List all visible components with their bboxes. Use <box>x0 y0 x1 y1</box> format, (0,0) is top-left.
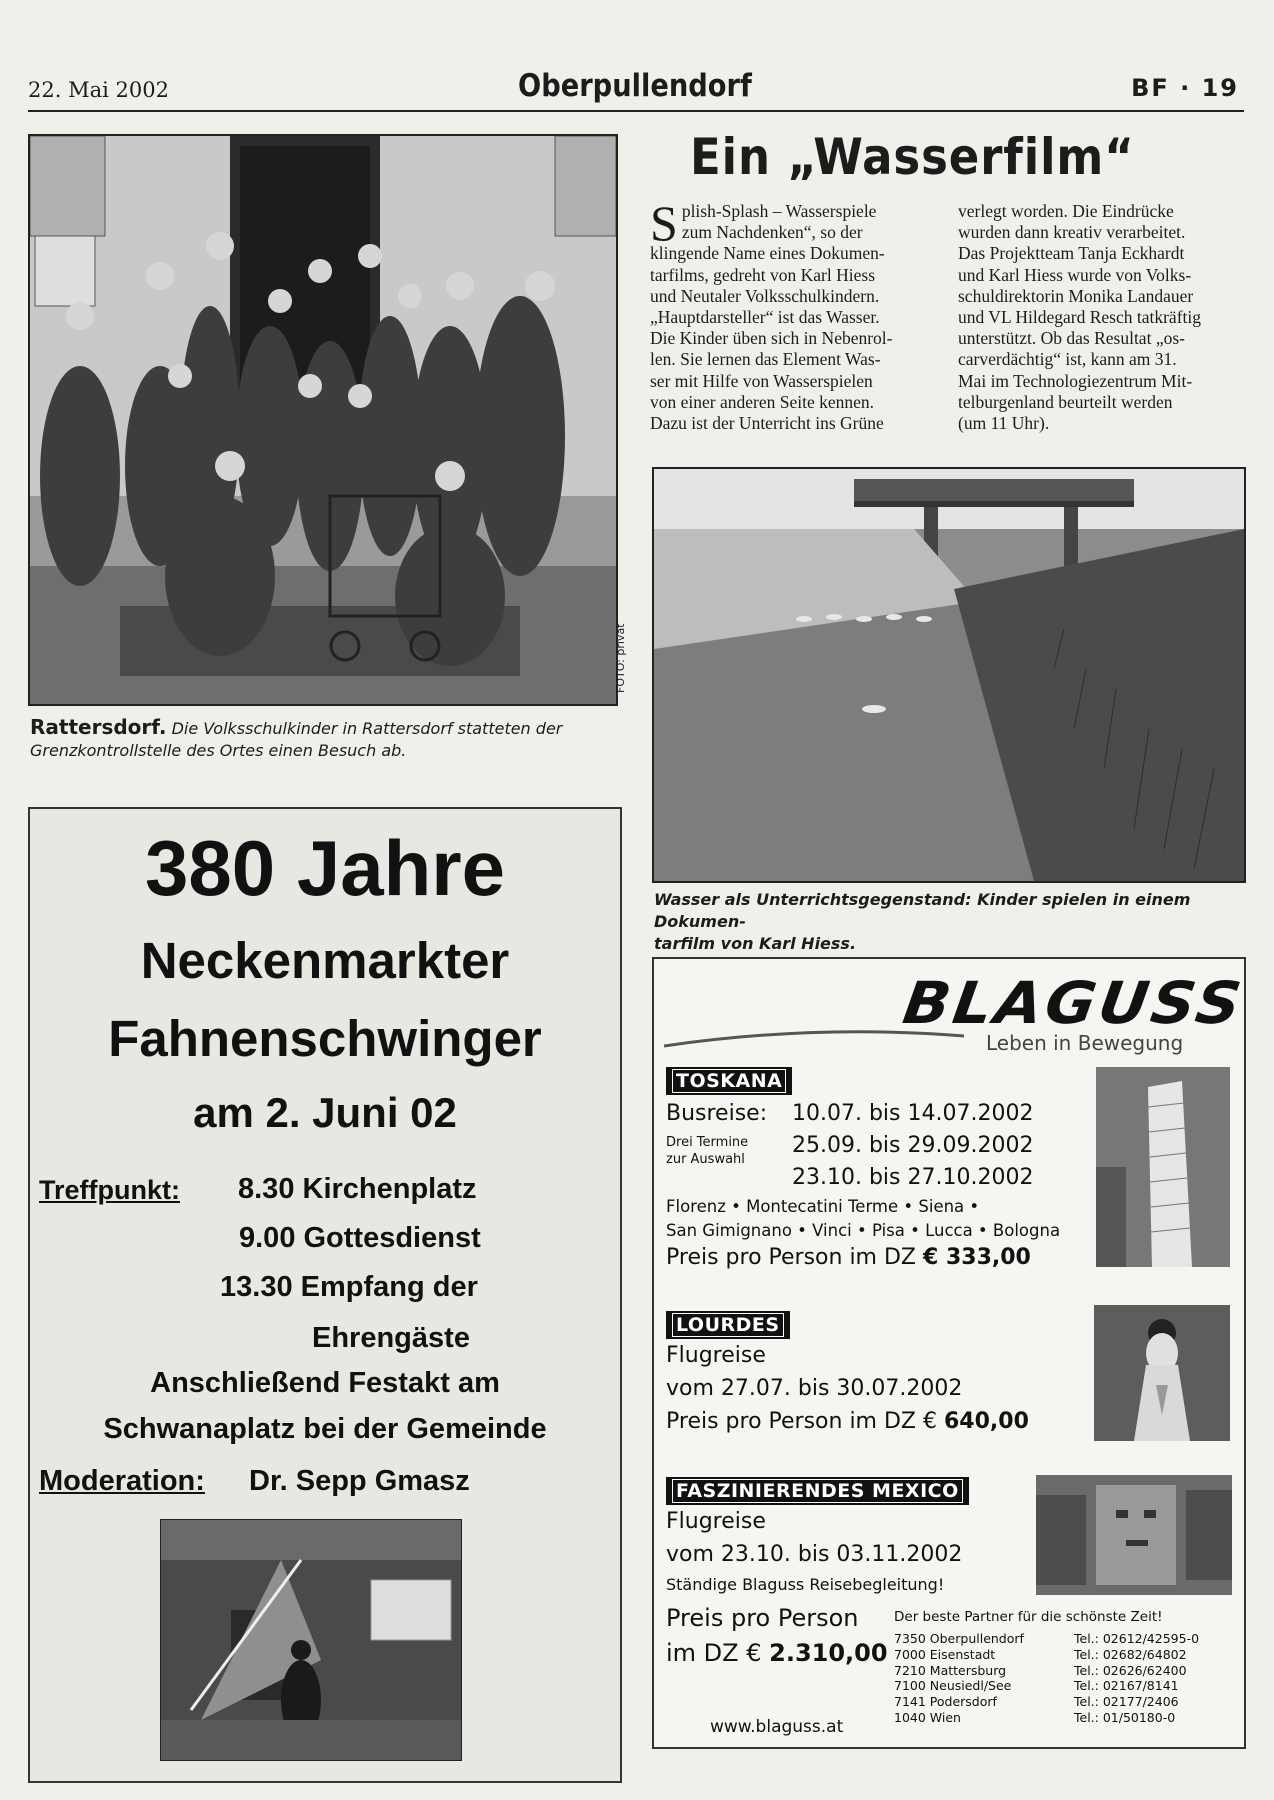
article-col1-line: „Hauptdarsteller“ ist das Wasser. <box>650 307 880 328</box>
partner-slogan: Der beste Partner für die schönste Zeit! <box>894 1609 1163 1625</box>
caption-text: Die Volksschulkinder in Rattersdorf statteten der Grenzkontrollstelle des Ortes einen Besuch ab. <box>30 719 563 760</box>
article-col1-line: plish-Splash – Wasserspiele <box>681 201 877 221</box>
office-city: 1040 Wien <box>894 1709 961 1725</box>
poster-title-years: 380 Jahre <box>145 824 505 912</box>
article-col1-line: und Neutaler Volksschulkindern. <box>650 285 880 306</box>
article-col2-line: Mai im Technologiezentrum Mit- <box>958 370 1193 391</box>
issue-date: 22. Mai 2002 <box>28 78 169 102</box>
toskana-date-3: 23.10. bis 27.10.2002 <box>792 1165 1034 1190</box>
mexico-note: Ständige Blaguss Reisebegleitung! <box>666 1575 945 1594</box>
article-dropcap: S <box>650 195 678 251</box>
water-photo <box>652 467 1246 883</box>
article-col1-line: ser mit Hilfe von Wasserspielen <box>650 370 873 391</box>
blaguss-travel-ad <box>652 957 1249 1749</box>
office-phones <box>1074 1631 1199 1726</box>
lourdes-type: Flugreise <box>666 1343 766 1368</box>
header-rule <box>28 110 1244 112</box>
toskana-termine-note-1: Drei Termine <box>666 1135 749 1150</box>
office-cities <box>894 1631 1024 1726</box>
office-phone: Tel.: 02682/64802 <box>1074 1646 1187 1662</box>
poster-title-group: Fahnenschwinger <box>108 1010 542 1067</box>
article-col2-line: carverdächtig“ ist, kann am 31. <box>958 349 1177 370</box>
treffpunkt-label: Treffpunkt: <box>39 1175 180 1205</box>
article-headline: Ein „Wasserfilm“ <box>690 128 1135 186</box>
photo-caption-rattersdorf <box>30 716 620 762</box>
flag-swinger-photo <box>160 1519 462 1761</box>
office-city: 7350 Oberpullendorf <box>894 1631 1024 1646</box>
toskana-tag: TOSKANA <box>666 1067 792 1095</box>
moderator-name: Dr. Sepp Gmasz <box>249 1465 470 1497</box>
caption-place: Rattersdorf. <box>30 715 167 739</box>
article-col2-lines <box>958 201 1243 434</box>
water-photo-caption <box>654 889 1244 955</box>
toskana-date-1: 10.07. bis 14.07.2002 <box>792 1101 1034 1126</box>
website-link[interactable]: www.blaguss.at <box>710 1717 844 1737</box>
article-col1-line: Dazu ist der Unterricht ins Grüne <box>650 413 884 434</box>
office-phone: Tel.: 01/50180-0 <box>1074 1709 1176 1725</box>
lourdes-tag: LOURDES <box>666 1311 790 1339</box>
madonna-statue-photo <box>1094 1305 1230 1441</box>
article-column-1 <box>650 195 933 434</box>
moderation-label: Moderation: <box>39 1465 205 1497</box>
toskana-termine-note-2: zur Auswahl <box>666 1152 745 1167</box>
toskana-price-label: Preis pro Person im DZ € 333,00 <box>666 1245 1031 1270</box>
article-col2-line: (um 11 Uhr). <box>958 413 1050 434</box>
caption2-line2: tarfilm von Karl Hiess. <box>654 934 857 953</box>
lourdes-price-label: Preis pro Person im DZ € 640,00 <box>666 1409 1029 1434</box>
article-col1-line: klingende Name eines Dokumen- <box>650 243 885 264</box>
festival-poster-ad <box>28 807 622 1783</box>
poster-date: am 2. Juni 02 <box>193 1089 457 1136</box>
toskana-places-1: Florenz • Montecatini Terme • Siena • <box>666 1197 980 1216</box>
office-city: 7210 Mattersburg <box>894 1662 1007 1678</box>
article-col2-line: unterstützt. Ob das Resultat „os- <box>958 328 1185 349</box>
article-col2-line: verlegt worden. Die Eindrücke <box>958 201 1174 221</box>
article-column-2 <box>958 201 1243 434</box>
article-col1-line: len. Sie lernen das Element Was- <box>650 349 881 370</box>
section-title: Oberpullendorf <box>518 68 752 104</box>
article-col2-line: und VL Hildegard Resch tatkräftig <box>958 307 1201 328</box>
office-city: 7100 Neusiedl/See <box>894 1678 1012 1694</box>
schedule-item-1: 8.30 Kirchenplatz <box>238 1173 477 1205</box>
mexico-type: Flugreise <box>666 1509 766 1534</box>
group-photo <box>28 134 618 706</box>
office-phone: Tel.: 02177/2406 <box>1074 1694 1179 1710</box>
festakt-line-1: Anschließend Festakt am <box>150 1367 500 1399</box>
office-phone: Tel.: 02612/42595-0 <box>1074 1631 1200 1646</box>
blaguss-logo: BLAGUSS <box>898 969 1249 1037</box>
mexico-price-label-1: Preis pro Person <box>666 1604 859 1632</box>
aztec-stone-photo <box>1036 1475 1232 1595</box>
article-col2-line: Das Projektteam Tanja Eckhardt <box>958 243 1185 264</box>
article-col2-line: schuldirektorin Monika Landauer <box>958 285 1194 306</box>
pisa-tower-photo <box>1096 1067 1230 1267</box>
blaguss-slogan: Leben in Bewegung <box>986 1031 1184 1055</box>
mexico-tag: FASZINIERENDES MEXICO <box>666 1477 969 1505</box>
poster-title-town: Neckenmarkter <box>140 932 510 989</box>
mexico-price: 2.310,00 <box>769 1639 888 1667</box>
lourdes-dates: vom 27.07. bis 30.07.2002 <box>666 1376 963 1401</box>
article-col1-lines <box>650 195 933 434</box>
article-col2-line: telburgenland beurteilt werden <box>958 391 1173 412</box>
mexico-price-label-2: im DZ € 2.310,00 <box>666 1639 888 1667</box>
lourdes-price: 640,00 <box>943 1409 1029 1434</box>
mexico-dates: vom 23.10. bis 03.11.2002 <box>666 1542 963 1567</box>
article-col1-line: tarfilms, gedreht von Karl Hiess <box>650 264 876 285</box>
toskana-price: € 333,00 <box>923 1245 1031 1270</box>
office-phone: Tel.: 02626/62400 <box>1074 1662 1187 1678</box>
page-number: BF · 19 <box>1131 74 1239 102</box>
schedule-item-3a: 13.30 Empfang der <box>220 1271 478 1303</box>
toskana-busreise: Busreise: <box>666 1101 768 1126</box>
logo-swoosh <box>664 1024 964 1054</box>
photo-credit: FOTO: privat <box>614 623 627 693</box>
article-col2-line: wurden dann kreativ verarbeitet. <box>958 222 1186 243</box>
caption2-line1: Wasser als Unterrichtsgegenstand: Kinder spielen in einem Dokumen- <box>654 890 1191 931</box>
office-phone: Tel.: 02167/8141 <box>1074 1678 1179 1694</box>
office-city: 7141 Podersdorf <box>894 1694 997 1710</box>
article-col1-line: Die Kinder üben sich in Nebenrol- <box>650 328 893 349</box>
festakt-line-2: Schwanaplatz bei der Gemeinde <box>103 1413 547 1445</box>
toskana-places-2: San Gimignano • Vinci • Pisa • Lucca • Bologna <box>666 1221 1061 1240</box>
schedule-item-3b: Ehrengäste <box>312 1322 470 1354</box>
article-col1-line: von einer anderen Seite kennen. <box>650 391 875 412</box>
toskana-date-2: 25.09. bis 29.09.2002 <box>792 1133 1034 1158</box>
article-col1-line: zum Nachdenken“, so der <box>681 222 863 243</box>
article-col2-line: und Karl Hiess wurde von Volks- <box>958 264 1192 285</box>
office-city: 7000 Eisenstadt <box>894 1646 996 1662</box>
schedule-item-2: 9.00 Gottesdienst <box>239 1222 481 1254</box>
